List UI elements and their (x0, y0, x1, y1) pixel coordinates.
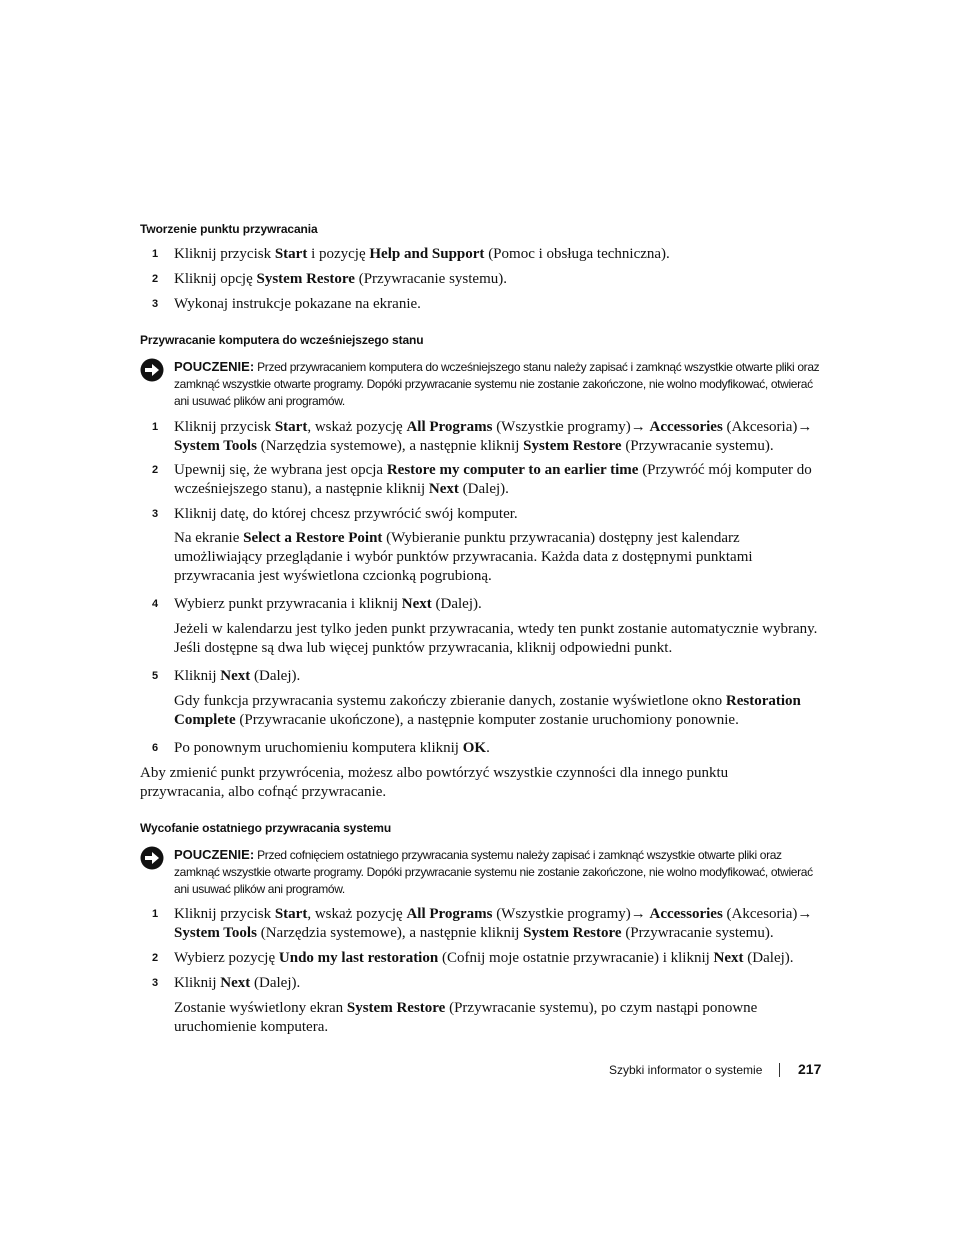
step-number: 1 (152, 248, 159, 260)
notice-label: POUCZENIE: (174, 847, 255, 862)
section-heading-undo-last-restore: Wycofanie ostatniego przywracania systemu (140, 821, 392, 835)
step-detail: Zostanie wyświetlony ekran System Restore (Przywracanie systemu), po czym nastąpi ponowne uruchomienie komputera. (174, 1000, 758, 1035)
step-number: 1 (152, 421, 159, 433)
footer-divider (779, 1063, 780, 1077)
footer-title: Szybki informator o systemie (609, 1063, 763, 1077)
notice-text: POUCZENIE: Przed cofnięciem ostatniego przywracania systemu należy zapisać i zamknąć wszystkie otwarte pliki oraz zamknąć wszystkie otwarte programy. Dopóki przywracanie systemu nie zostanie zakończone, nie wolno modyfikować, otwierać ani usuwać plików ani programów. (174, 847, 813, 896)
notice-arrow-icon (140, 358, 164, 382)
notice-text: POUCZENIE: Przed przywracaniem komputera do wcześniejszego stanu należy zapisać i zamknąć wszystkie otwarte pliki oraz zamknąć wszystkie otwarte programy. Dopóki przywracanie systemu nie zostanie zakończone, nie wolno modyfikować, otwierać ani usuwać plików ani programów. (174, 359, 820, 408)
step-text: Kliknij przycisk Start, wskaż pozycję All Programs (Wszystkie programy)→ Accessories (Akcesoria)→ System Tools (Narzędzia systemowe), a następnie kliknij System Restore (Przywracanie systemu). (174, 419, 813, 454)
step-text: Kliknij datę, do której chcesz przywrócić swój komputer. (174, 506, 518, 522)
step-number: 2 (152, 273, 159, 285)
step-number: 5 (152, 670, 159, 682)
step-number: 2 (152, 464, 159, 476)
step-text: Kliknij Next (Dalej). (174, 975, 301, 991)
notice-label: POUCZENIE: (174, 359, 255, 374)
section-heading-create-restore-point: Tworzenie punktu przywracania (140, 222, 318, 236)
step-number: 3 (152, 977, 159, 989)
closing-paragraph: Aby zmienić punkt przywrócenia, możesz albo powtórzyć wszystkie czynności dla innego punktu przywracania, albo cofnąć przywracanie. (140, 765, 729, 800)
step-number: 3 (152, 298, 159, 310)
step-text: Kliknij Next (Dalej). (174, 668, 301, 684)
step-text: Kliknij przycisk Start i pozycję Help and Support (Pomoc i obsługa techniczna). (174, 246, 670, 262)
step-text: Wybierz pozycję Undo my last restoration (Cofnij moje ostatnie przywracanie) i kliknij Next (Dalej). (174, 950, 794, 966)
step-number: 3 (152, 508, 159, 520)
step-text: Wybierz punkt przywracania i kliknij Next (Dalej). (174, 596, 482, 612)
step-number: 2 (152, 952, 159, 964)
notice-arrow-icon (140, 846, 164, 870)
step-number: 4 (152, 598, 159, 610)
step-detail: Gdy funkcja przywracania systemu zakończy zbieranie danych, zostanie wyświetlone okno Restoration Complete (Przywracanie ukończone), a następnie komputer zostanie uruchomiony ponownie. (174, 693, 801, 728)
step-text: Wykonaj instrukcje pokazane na ekranie. (174, 296, 421, 312)
page-number: 217 (798, 1061, 822, 1077)
step-detail: Jeżeli w kalendarzu jest tylko jeden punkt przywracania, wtedy ten punkt zostanie automatycznie wybrany. Jeśli dostępne są dwa lub więcej punktów przywracania, kliknij odpowiedni punkt. (174, 621, 818, 656)
step-text: Kliknij opcję System Restore (Przywracanie systemu). (174, 271, 507, 287)
step-text: Po ponownym uruchomieniu komputera kliknij OK. (174, 740, 490, 756)
section-heading-restore-earlier-state: Przywracanie komputera do wcześniejszego stanu (140, 333, 424, 347)
step-text: Kliknij przycisk Start, wskaż pozycję All Programs (Wszystkie programy)→ Accessories (Akcesoria)→ System Tools (Narzędzia systemowe), a następnie kliknij System Restore (Przywracanie systemu). (174, 906, 813, 941)
step-detail: Na ekranie Select a Restore Point (Wybieranie punktu przywracania) dostępny jest kalendarz umożliwiający przeglądanie i wybór punktów przywracania. Każda data z dostępnymi punktami przywracania jest wyświetlona czcionką pogrubioną. (174, 530, 753, 584)
step-text: Upewnij się, że wybrana jest opcja Restore my computer to an earlier time (Przywróć mój komputer do wcześniejszego stanu), a następnie kliknij Next (Dalej). (174, 462, 812, 497)
step-number: 1 (152, 908, 159, 920)
step-number: 6 (152, 742, 159, 754)
